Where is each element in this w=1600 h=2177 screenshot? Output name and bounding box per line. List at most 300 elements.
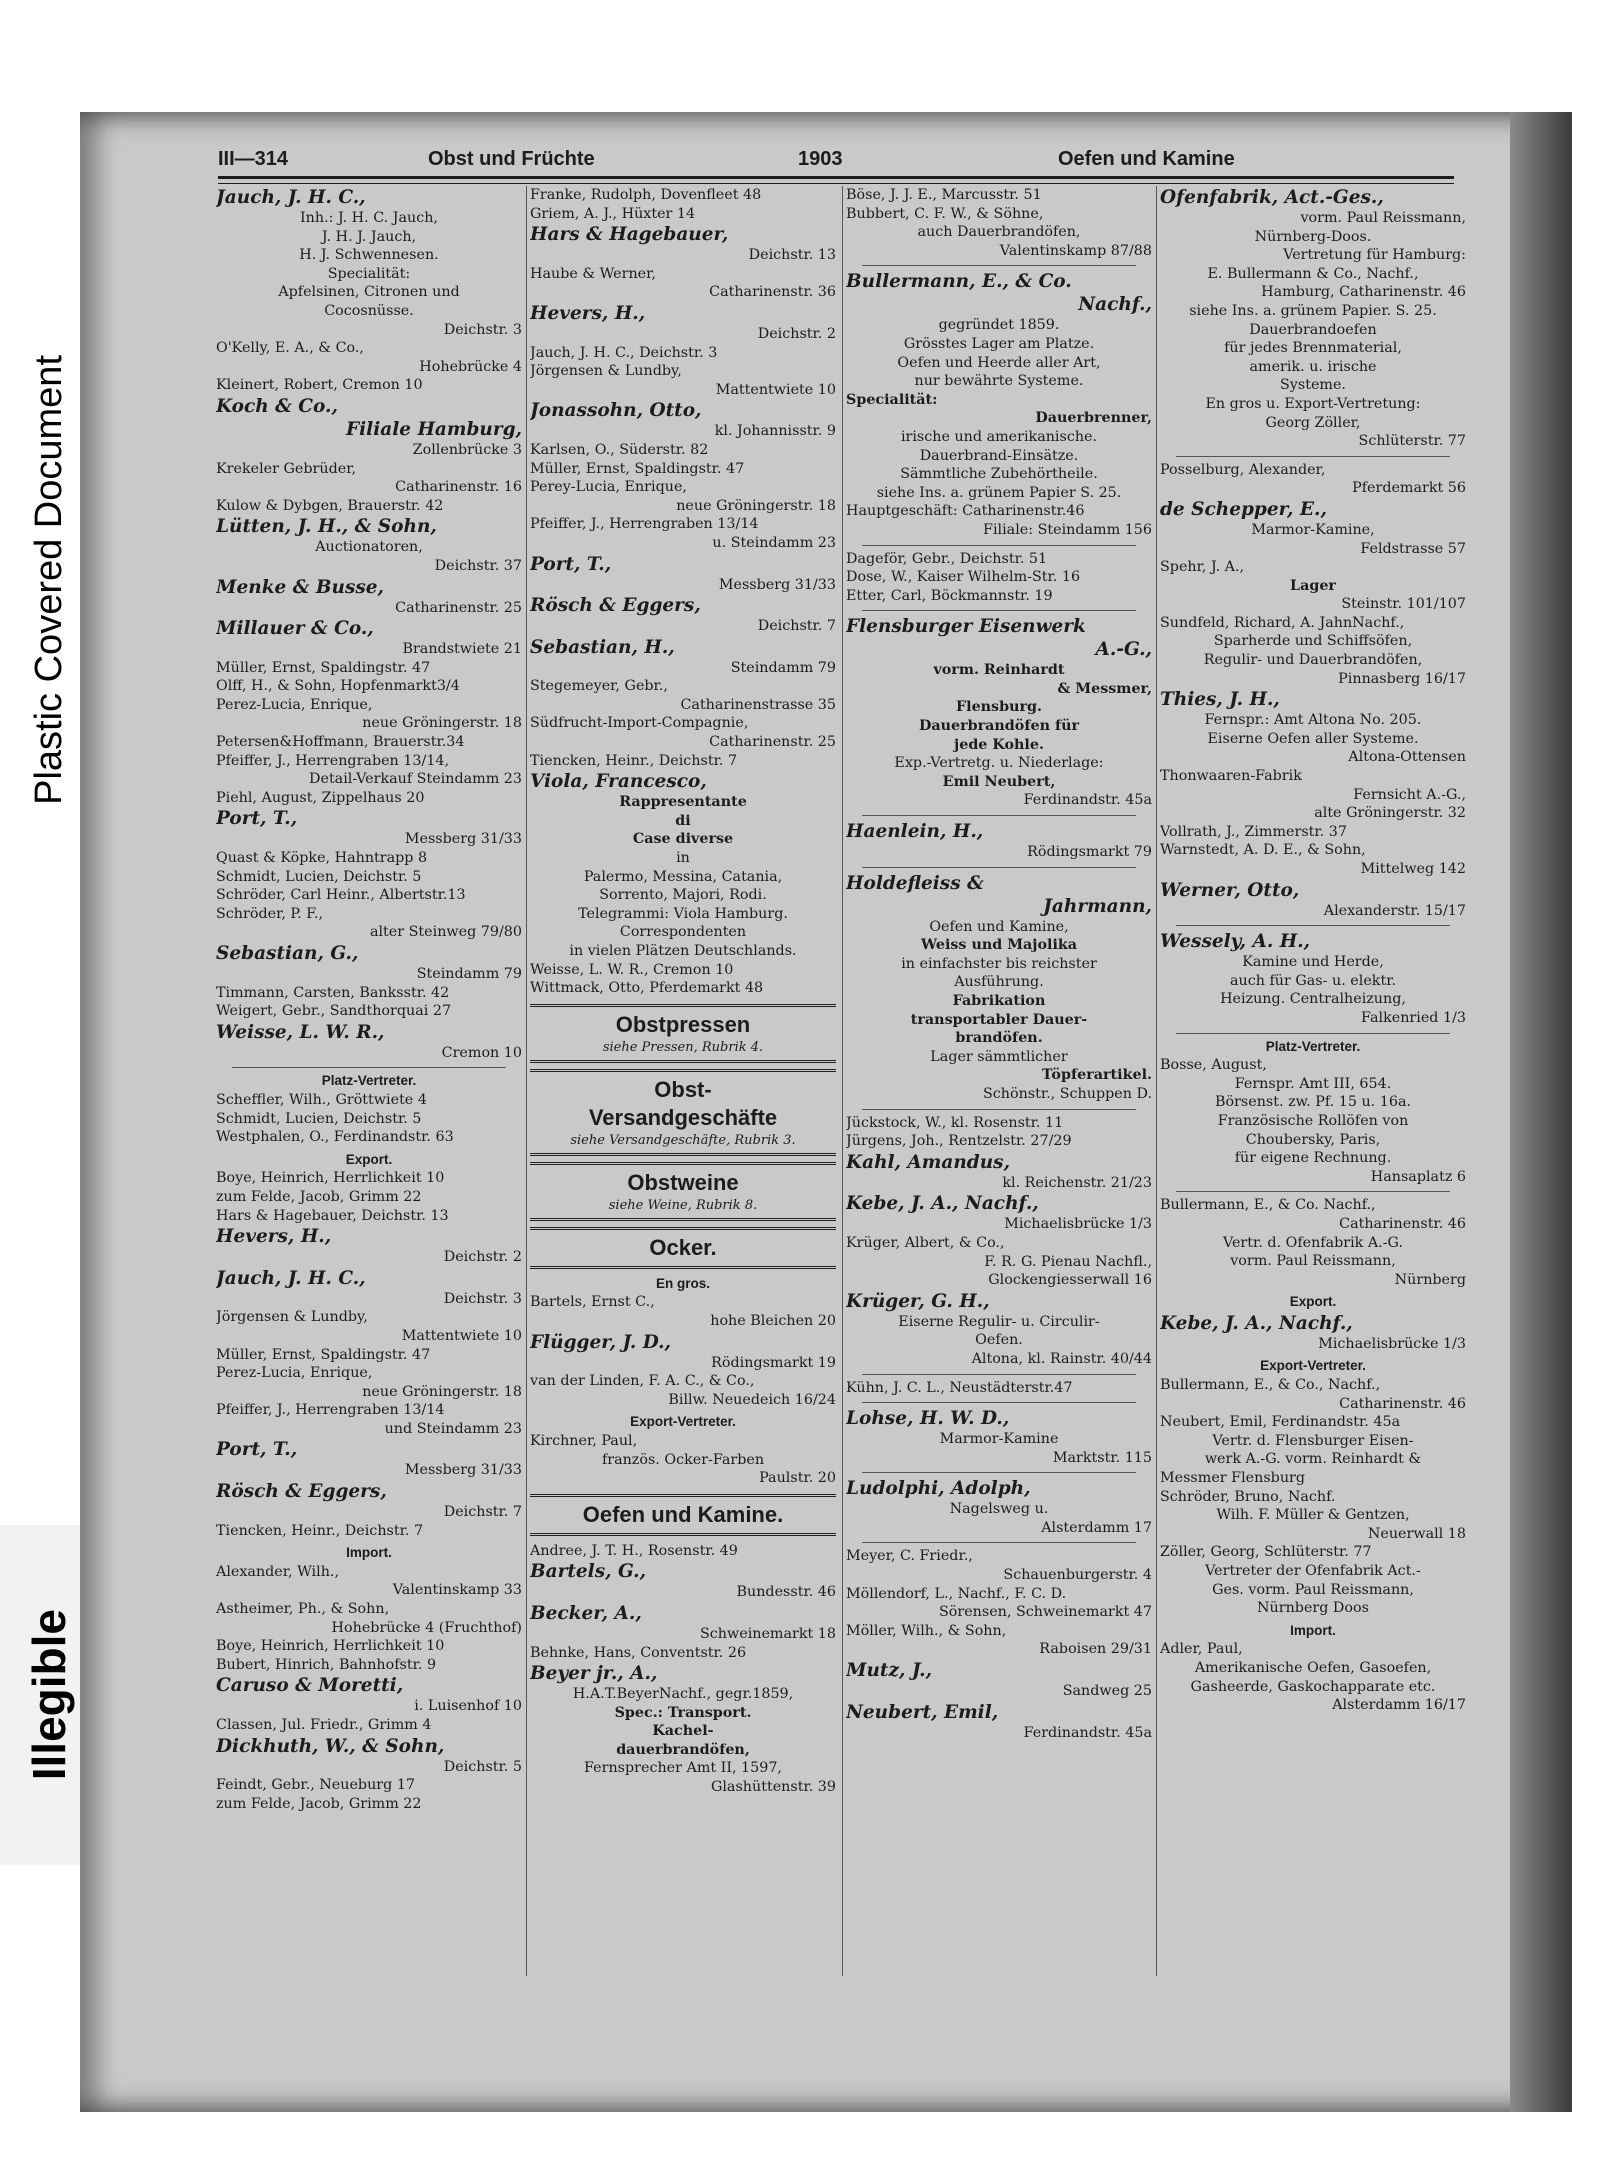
directory-line: Regulir- und Dauerbrandöfen,: [1203, 652, 1423, 669]
subsection-heading: Import.: [1290, 1622, 1336, 1638]
firm-name: Werner, Otto,: [1160, 879, 1300, 901]
entry-separator: [862, 1109, 1136, 1110]
section-heading: Ocker.: [649, 1234, 717, 1260]
firm-name: Holdefleiss &: [846, 872, 984, 894]
directory-line: Jückstock, W., kl. Rosenstr. 11: [846, 1114, 1064, 1131]
section-heading: Obstpressen: [615, 1011, 751, 1037]
column-rule: [842, 186, 843, 1976]
section-heading-box: [530, 1069, 836, 1156]
firm-name: Kebe, J. A., Nachf.,: [846, 1193, 1039, 1215]
directory-line: Dageför, Gebr., Deichstr. 51: [846, 550, 1048, 567]
directory-line: Hohebrücke 4 (Fruchthof): [331, 1619, 522, 1636]
directory-line: Meyer, C. Friedr.,: [846, 1548, 973, 1565]
directory-line: Südfrucht-Import-Compagnie,: [530, 715, 749, 732]
directory-line: Bullermann, E., & Co., Nachf.,: [1160, 1377, 1381, 1394]
directory-line: Hansaplatz 6: [1370, 1168, 1466, 1185]
firm-name: Weisse, L. W. R.,: [216, 1021, 385, 1043]
directory-line: Hauptgeschäft: Catharinenstr.46: [846, 503, 1085, 520]
directory-line: Schauenburgerstr. 4: [1003, 1567, 1152, 1584]
directory-line: Apfelsinen, Citronen und: [278, 284, 460, 301]
directory-line: Deichstr. 5: [443, 1758, 522, 1775]
directory-line: auch für Gas- u. elektr.: [1229, 972, 1397, 989]
directory-line: Französische Rollöfen von: [1217, 1112, 1409, 1129]
directory-line: Catharinenstr. 25: [709, 734, 836, 751]
directory-line: Pfeiffer, J., Herrengraben 13/14,: [216, 752, 450, 769]
directory-line: und Steindamm 23: [384, 1420, 522, 1437]
directory-line: kl. Reichenstr. 21/23: [1002, 1174, 1152, 1191]
directory-line: Fabrikation: [952, 993, 1046, 1009]
directory-line: Jauch, J. H. C., Deichstr. 3: [530, 344, 718, 361]
directory-line: J. H. J. Jauch,: [321, 228, 417, 245]
directory-line: Feindt, Gebr., Neueburg 17: [216, 1777, 416, 1794]
directory-line: irische und amerikanische.: [900, 428, 1098, 445]
directory-line: Zöller, Georg, Schlüterstr. 77: [1160, 1544, 1372, 1561]
directory-line: Systeme.: [1280, 377, 1346, 394]
column-rule: [526, 186, 527, 1976]
subsection-heading: Export-Vertreter.: [630, 1414, 736, 1430]
directory-line: Haube & Werner,: [530, 265, 656, 282]
directory-line: Oefen und Heerde aller Art,: [897, 354, 1101, 371]
directory-line: Müller, Ernst, Spaldingstr. 47: [216, 659, 431, 676]
directory-line: Case diverse: [632, 831, 734, 848]
directory-line: Hars & Hagebauer, Deichstr. 13: [216, 1207, 449, 1224]
directory-line: Boye, Heinrich, Herrlichkeit 10: [216, 1638, 445, 1655]
directory-line: Messberg 31/33: [718, 576, 836, 593]
firm-name: Jahrmann,: [1043, 895, 1152, 917]
directory-line: Bubbert, C. F. W., & Söhne,: [846, 205, 1044, 222]
directory-line: in einfachster bis reichster: [901, 955, 1097, 972]
directory-line: E. Bullermann & Co., Nachf.,: [1207, 265, 1419, 282]
firm-name: Bartels, G.,: [530, 1561, 647, 1583]
column-rule: [1156, 186, 1157, 1976]
directory-line: Flensburg.: [955, 699, 1043, 716]
directory-line: neue Gröningerstr. 18: [362, 715, 522, 732]
firm-name: Jauch, J. H. C.,: [216, 187, 366, 208]
section-heading: Versandgeschäfte: [588, 1104, 778, 1130]
directory-line: Marktstr. 115: [1052, 1449, 1152, 1466]
subsection-heading: Export-Vertreter.: [1260, 1358, 1366, 1374]
column-2: [530, 186, 836, 1986]
directory-line: Sorrento, Majori, Rodi.: [599, 887, 767, 904]
directory-line: Choubersky, Paris,: [1245, 1131, 1381, 1148]
directory-line: Sämmtliche Zubehörtheile.: [900, 466, 1098, 483]
directory-line: Deichstr. 7: [757, 618, 836, 635]
directory-line: Mattentwiete 10: [401, 1327, 522, 1344]
directory-line: Mittelweg 142: [1360, 861, 1466, 877]
directory-line: Specialität:: [846, 391, 938, 408]
directory-line: Catharinenstrasse 35: [680, 696, 836, 713]
directory-line: Pinnasberg 16/17: [1338, 670, 1466, 687]
directory-line: zum Felde, Jacob, Grimm 22: [216, 1188, 422, 1205]
directory-line: werk A.-G. vorm. Reinhardt &: [1204, 1451, 1422, 1468]
directory-line: Scheffler, Wilh., Gröttwiete 4: [216, 1091, 427, 1108]
column-4: [1160, 186, 1466, 1986]
directory-line: Tiencken, Heinr., Deichstr. 7: [216, 1522, 424, 1539]
directory-line: Nürnberg-Doos.: [1254, 228, 1372, 245]
section-heading-box: [530, 1494, 836, 1536]
directory-line: Westphalen, O., Ferdinandstr. 63: [216, 1129, 454, 1146]
directory-line: Schmidt, Lucien, Deichstr. 5: [216, 868, 422, 885]
directory-line: En gros u. Export-Vertretung:: [1205, 395, 1421, 412]
directory-line: Adler, Paul,: [1160, 1641, 1243, 1658]
directory-line: Exp.-Vertretg. u. Niederlage:: [894, 755, 1104, 772]
directory-line: Rödingsmarkt 19: [711, 1354, 836, 1371]
firm-name: Krüger, G. H.,: [846, 1290, 990, 1312]
directory-line: für eigene Rechnung.: [1234, 1150, 1392, 1167]
directory-line: Raboisen 29/31: [1039, 1641, 1152, 1658]
entry-separator: [862, 815, 1136, 816]
directory-line: Michaelisbrücke 1/3: [1004, 1216, 1152, 1233]
binding-shadow: [1510, 112, 1572, 2112]
directory-line: Catharinenstr. 36: [709, 284, 836, 301]
directory-line: Alexanderstr. 15/17: [1323, 902, 1466, 919]
entry-separator: [862, 545, 1136, 546]
section-heading-box: [530, 1162, 836, 1221]
firm-name: Sebastian, H.,: [530, 636, 675, 658]
directory-line: Hohebrücke 4: [419, 358, 522, 375]
directory-line: Messmer Flensburg: [1160, 1470, 1306, 1487]
directory-line: Sandweg 25: [1062, 1683, 1152, 1700]
directory-line: Auctionatoren,: [315, 539, 423, 556]
directory-line: Dose, W., Kaiser Wilhelm-Str. 16: [846, 569, 1081, 586]
directory-line: di: [675, 812, 691, 829]
directory-line: Alexander, Wilh.,: [216, 1563, 340, 1580]
directory-line: Vollrath, J., Zimmerstr. 37: [1160, 823, 1347, 840]
firm-name: Haenlein, H.,: [846, 821, 984, 843]
directory-line: brandöfen.: [955, 1030, 1043, 1047]
directory-line: Mattentwiete 10: [715, 381, 836, 398]
directory-line: Schmidt, Lucien, Deichstr. 5: [216, 1110, 422, 1127]
directory-line: Vertr. d. Ofenfabrik A.-G.: [1222, 1234, 1404, 1251]
firm-name: Rösch & Eggers,: [530, 595, 701, 617]
directory-line: Inh.: J. H. C. Jauch,: [300, 210, 438, 226]
directory-line: Kleinert, Robert, Cremon 10: [216, 377, 423, 394]
directory-line: F. R. G. Pienau Nachfl.,: [984, 1253, 1152, 1270]
directory-line: Warnstedt, A. D. E., & Sohn,: [1160, 842, 1366, 859]
directory-line: Timmann, Carsten, Banksstr. 42: [216, 984, 450, 1001]
section-heading: Oefen und Kamine.: [582, 1501, 784, 1527]
directory-line: Cremon 10: [441, 1044, 522, 1061]
directory-line: Deichstr. 3: [443, 1290, 522, 1307]
directory-line: Ferdinandstr. 45a: [1023, 792, 1152, 809]
directory-line: Franke, Rudolph, Dovenfleet 48: [530, 187, 762, 203]
directory-line: Sörensen, Schweinemarkt 47: [938, 1604, 1152, 1621]
directory-line: Stegemeyer, Gebr.,: [530, 678, 668, 695]
directory-line: Bullermann, E., & Co. Nachf.,: [1160, 1197, 1376, 1214]
section-heading-box: [530, 1004, 836, 1063]
directory-line: Griem, A. J., Hüxter 14: [530, 205, 696, 222]
section-heading-box: [530, 1227, 836, 1269]
directory-line: amerik. u. irische: [1249, 358, 1377, 375]
directory-line: Jürgens, Joh., Rentzelstr. 27/29: [846, 1133, 1072, 1150]
firm-name: Jauch, J. H. C.,: [216, 1267, 366, 1289]
directory-line: Gasheerde, Gaskochapparate etc.: [1190, 1678, 1436, 1695]
directory-line: Fernsprecher Amt II, 1597,: [584, 1760, 782, 1777]
subsection-heading: Export.: [1289, 1294, 1337, 1310]
directory-line: nur bewährte Systeme.: [914, 373, 1084, 390]
directory-line: Neuerwall 18: [1367, 1525, 1466, 1542]
directory-line: Perey-Lucia, Enrique,: [530, 479, 687, 496]
directory-line: Behnke, Hans, Conventstr. 26: [530, 1644, 747, 1661]
directory-line: Schönstr., Schuppen D.: [982, 1085, 1152, 1102]
directory-line: Spec.: Transport.: [614, 1704, 752, 1721]
directory-line: Glashüttenstr. 39: [710, 1779, 836, 1796]
firm-name: Nachf.,: [1078, 294, 1152, 316]
firm-name: Wessely, A. H.,: [1160, 931, 1311, 953]
directory-line: & Messmer,: [1057, 680, 1152, 697]
directory-line: vorm. Paul Reissmann,: [1300, 210, 1466, 226]
directory-line: Ausführung.: [954, 974, 1044, 991]
firm-name: Beyer jr., A.,: [530, 1663, 658, 1685]
directory-line: Spehr, J. A.,: [1160, 559, 1245, 576]
directory-line: Emil Neubert,: [942, 773, 1056, 790]
directory-line: Schröder, P. F.,: [216, 905, 324, 922]
subsection-heading: Platz-Vertreter.: [321, 1073, 417, 1089]
directory-line: alter Steinweg 79/80: [369, 924, 522, 941]
subsection-heading: Platz-Vertreter.: [1265, 1038, 1361, 1054]
directory-line: Hamburg, Catharinenstr. 46: [1261, 284, 1466, 301]
directory-line: gegründet 1859.: [938, 317, 1060, 334]
entry-separator: [862, 867, 1136, 868]
directory-line: Vertreter der Ofenfabrik Act.-: [1205, 1563, 1421, 1579]
directory-line: Möller, Wilh., & Sohn,: [846, 1622, 1007, 1639]
directory-line: Altona, kl. Rainstr. 40/44: [971, 1350, 1152, 1367]
directory-line: Sundfeld, Richard, A. JahnNachf.,: [1160, 614, 1405, 631]
directory-line: Pfeiffer, J., Herrengraben 13/14: [530, 516, 759, 533]
directory-line: Krekeler Gebrüder,: [216, 460, 357, 477]
directory-line: Kirchner, Paul,: [530, 1432, 638, 1449]
firm-name: Ofenfabrik, Act.-Ges.,: [1160, 187, 1384, 208]
right-section-title: Oefen und Kamine: [1058, 148, 1235, 170]
directory-line: Correspondenten: [619, 924, 747, 941]
directory-line: Etter, Carl, Böckmannstr. 19: [846, 587, 1053, 604]
directory-line: Palermo, Messina, Catania,: [583, 868, 783, 885]
entry-separator: [862, 1472, 1136, 1473]
entry-separator: [862, 265, 1136, 266]
firm-name: Sebastian, G.,: [216, 943, 359, 964]
directory-line: Catharinenstr. 25: [395, 599, 522, 616]
directory-line: Fernspr. Amt III, 654.: [1234, 1075, 1392, 1092]
entry-separator: [862, 1542, 1136, 1543]
firm-name: Port, T.,: [216, 808, 298, 830]
directory-line: Falkenried 1/3: [1361, 1009, 1466, 1026]
directory-line: H.A.T.BeyerNachf., gegr.1859,: [572, 1686, 794, 1703]
directory-line: Alsterdamm 16/17: [1332, 1697, 1466, 1714]
directory-line: i. Luisenhof 10: [414, 1698, 522, 1715]
directory-line: Tiencken, Heinr., Deichstr. 7: [530, 752, 738, 769]
directory-line: in vielen Plätzen Deutschlands.: [569, 943, 797, 959]
directory-line: jede Kohle.: [954, 736, 1044, 753]
directory-line: Bubert, Hinrich, Bahnhofstr. 9: [216, 1656, 437, 1673]
directory-line: Vertretung für Hamburg:: [1283, 247, 1466, 264]
directory-line: Paulstr. 20: [759, 1470, 836, 1487]
directory-line: Marmor-Kamine,: [1251, 521, 1375, 538]
section-note: siehe Pressen, Rubrik 4.: [602, 1039, 764, 1055]
directory-line: Kamine und Herde,: [1242, 954, 1384, 971]
directory-line: Grösstes Lager am Platze.: [903, 335, 1095, 352]
directory-line: Börsenst. zw. Pf. 15 u. 16a.: [1214, 1094, 1412, 1111]
directory-line: neue Gröningerstr. 18: [362, 1383, 522, 1400]
firm-name: Kahl, Amandus,: [846, 1151, 1011, 1173]
entry-separator: [1176, 925, 1450, 926]
firm-name: de Schepper, E.,: [1160, 498, 1327, 520]
firm-name: Kebe, J. A., Nachf.,: [1160, 1312, 1353, 1334]
directory-line: Georg Zöller,: [1265, 414, 1361, 431]
directory-line: Boye, Heinrich, Herrlichkeit 10: [216, 1170, 445, 1187]
directory-line: auch Dauerbrandöfen,: [917, 224, 1081, 241]
directory-line: Deichstr. 3: [443, 321, 522, 338]
firm-name: Mutz, J.,: [846, 1660, 933, 1682]
subsection-heading: Import.: [346, 1545, 392, 1561]
directory-line: Perez-Lucia, Enrique,: [216, 1365, 373, 1382]
directory-line: dauerbrandöfen,: [616, 1741, 750, 1758]
directory-line: Deichstr. 7: [443, 1504, 522, 1521]
directory-line: Nürnberg: [1394, 1271, 1466, 1288]
directory-line: Lager: [1290, 577, 1336, 594]
header-rule: [218, 176, 1454, 184]
directory-line: neue Gröningerstr. 18: [676, 497, 836, 514]
directory-line: u. Steindamm 23: [712, 534, 836, 551]
directory-line: Specialität:: [327, 265, 411, 282]
directory-line: Töpferartikel.: [1041, 1067, 1152, 1084]
directory-line: Lager sämmtlicher: [930, 1048, 1068, 1065]
directory-line: Valentinskamp 33: [392, 1582, 522, 1599]
directory-line: Messberg 31/33: [404, 831, 522, 848]
directory-line: Ges. vorm. Paul Reissmann,: [1212, 1581, 1414, 1598]
directory-line: zum Felde, Jacob, Grimm 22: [216, 1795, 422, 1812]
directory-line: Valentinskamp 87/88: [999, 242, 1152, 259]
directory-line: transportabler Dauer-: [910, 1011, 1088, 1028]
firm-name: Dickhuth, W., & Sohn,: [216, 1735, 445, 1757]
directory-line: Catharinenstr. 46: [1339, 1395, 1466, 1412]
directory-line: Kulow & Dybgen, Brauerstr. 42: [216, 497, 444, 514]
subsection-heading: Export.: [345, 1151, 393, 1167]
directory-line: Jörgensen & Lundby,: [530, 363, 682, 380]
directory-line: Weisse, L. W. R., Cremon 10: [530, 961, 734, 978]
directory-line: Nagelsweg u.: [949, 1501, 1049, 1518]
directory-line: Posselburg, Alexander,: [1160, 461, 1326, 478]
directory-line: Deichstr. 2: [757, 325, 836, 342]
directory-line: Glockengiesserwall 16: [988, 1272, 1152, 1289]
directory-line: Deichstr. 2: [443, 1249, 522, 1266]
directory-line: Krüger, Albert, & Co.,: [846, 1234, 1005, 1251]
firm-name: Bullermann, E., & Co.: [846, 271, 1072, 293]
directory-line: vorm. Reinhardt: [933, 662, 1065, 679]
firm-name: Neubert, Emil,: [846, 1701, 999, 1723]
entry-separator: [862, 1374, 1136, 1375]
directory-line: Weigert, Gebr., Sandthorquai 27: [216, 1003, 452, 1020]
firm-name: A.-G.,: [1095, 639, 1152, 661]
directory-line: Vertr. d. Flensburger Eisen-: [1212, 1432, 1414, 1449]
directory-line: Michaelisbrücke 1/3: [1318, 1335, 1466, 1352]
directory-line: Amerikanische Oefen, Gasoefen,: [1194, 1659, 1432, 1676]
section-note: siehe Versandgeschäfte, Rubrik 3.: [570, 1132, 796, 1148]
directory-line: französ. Ocker-Farben: [601, 1451, 765, 1468]
directory-line: Nürnberg Doos: [1257, 1600, 1369, 1617]
directory-line: Cocosnüsse.: [324, 302, 414, 319]
directory-line: Karlsen, O., Süderstr. 82: [530, 441, 709, 458]
directory-line: Telegrammi: Viola Hamburg.: [578, 905, 788, 922]
directory-line: Böse, J. J. E., Marcusstr. 51: [846, 187, 1042, 203]
directory-line: Oefen und Kamine,: [929, 918, 1069, 935]
firm-name: Port, T.,: [216, 1439, 298, 1461]
directory-line: Dauerbrandöfen für: [918, 718, 1080, 735]
directory-line: Altona-Ottensen: [1348, 749, 1466, 766]
directory-line: alte Gröningerstr. 32: [1314, 805, 1466, 822]
entry-separator: [232, 1067, 506, 1068]
directory-line: H. J. Schwennesen.: [299, 247, 439, 264]
directory-line: in: [676, 850, 690, 867]
firm-name: Port, T.,: [530, 553, 612, 575]
directory-line: Sparherde und Schiffsöfen,: [1213, 633, 1413, 650]
firm-name: Hars & Hagebauer,: [530, 224, 729, 246]
entry-separator: [1176, 1191, 1450, 1192]
directory-line: Messberg 31/33: [404, 1462, 522, 1479]
directory-line: Classen, Jul. Friedr., Grimm 4: [216, 1717, 432, 1733]
directory-line: Heizung. Centralheizung,: [1220, 991, 1406, 1008]
column-3: [846, 186, 1152, 1986]
firm-name: Koch & Co.,: [216, 395, 338, 417]
directory-line: siehe Ins. a. grünem Papier S. 25.: [876, 484, 1122, 501]
directory-line: Schweinemarkt 18: [699, 1625, 836, 1642]
firm-name: Rösch & Eggers,: [216, 1481, 387, 1503]
directory-line: van der Linden, F. A. C., & Co.,: [530, 1373, 755, 1390]
directory-line: Dauerbrandoefen: [1249, 321, 1377, 338]
directory-line: Perez-Lucia, Enrique,: [216, 696, 373, 713]
directory-line: Thonwaaren-Fabrik: [1160, 768, 1302, 785]
directory-line: Wittmack, Otto, Pferdemarkt 48: [530, 980, 764, 997]
directory-line: Olff, H., & Sohn, Hopfenmarkt3/4: [216, 678, 460, 695]
directory-line: Wilh. F. Müller & Gentzen,: [1216, 1507, 1410, 1524]
directory-line: Alsterdamm 17: [1041, 1519, 1152, 1536]
directory-line: Rödingsmarkt 79: [1027, 844, 1152, 861]
directory-line: Kühn, J. C. L., Neustädterstr.47: [846, 1379, 1073, 1396]
running-head: [218, 148, 1464, 172]
directory-line: Jörgensen & Lundby,: [216, 1309, 368, 1326]
directory-line: Fernspr.: Amt Altona No. 205.: [1204, 712, 1422, 729]
firm-name: Hevers, H.,: [530, 302, 646, 324]
directory-line: Müller, Ernst, Spaldingstr. 47: [530, 460, 745, 477]
directory-line: Brandstwiete 21: [402, 641, 522, 658]
entry-separator: [1176, 1033, 1450, 1034]
year: 1903: [798, 148, 843, 170]
section-heading: Obst-: [654, 1076, 712, 1102]
directory-line: Marmor-Kamine: [939, 1431, 1059, 1448]
column-1: [216, 186, 522, 1986]
firm-name: Ludolphi, Adolph,: [846, 1478, 1031, 1500]
firm-name: Jonassohn, Otto,: [530, 400, 702, 422]
directory-line: Schröder, Carl Heinr., Albertstr.13: [216, 887, 466, 904]
firm-name: Lohse, H. W. D.,: [846, 1408, 1010, 1430]
firm-name: Filiale Hamburg,: [346, 418, 522, 440]
directory-line: Bartels, Ernst C.,: [530, 1294, 655, 1311]
firm-name: Flensburger Eisenwerk: [846, 616, 1086, 638]
firm-name: Millauer & Co.,: [216, 618, 374, 640]
directory-line: hohe Bleichen 20: [710, 1312, 836, 1329]
entry-separator: [1176, 456, 1450, 457]
directory-line: vorm. Paul Reissmann,: [1230, 1253, 1396, 1270]
firm-name: Flügger, J. D.,: [530, 1331, 671, 1353]
directory-line: Billw. Neuedeich 16/24: [668, 1391, 836, 1408]
side-label-illegible-text: Illegible: [23, 1609, 75, 1781]
directory-line: Müller, Ernst, Spaldingstr. 47: [216, 1346, 431, 1363]
firm-name: Viola, Francesco,: [530, 771, 707, 793]
directory-line: Deichstr. 13: [748, 247, 836, 264]
directory-line: Oefen.: [975, 1332, 1023, 1349]
entry-separator: [862, 610, 1136, 611]
directory-line: Astheimer, Ph., & Sohn,: [216, 1601, 390, 1618]
directory-line: Quast & Köpke, Hahntrapp 8: [216, 850, 428, 867]
